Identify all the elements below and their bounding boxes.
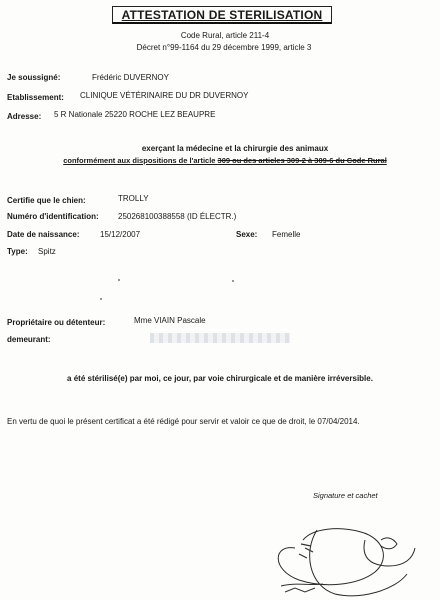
scan-speck [118, 279, 120, 281]
conforme-prefix: conformément aux [63, 156, 131, 165]
reference-code-rural: Code Rural, article 211-4 [180, 31, 270, 40]
exercant-line: exerçant la médecine et la chirurgie des animaux [141, 144, 329, 153]
scan-speck [100, 298, 102, 300]
chien-label: Certifie que le chien: [7, 196, 86, 205]
certification-statement: En vertu de quoi le présent certificat a été rédigé pour servir et valoir ce que de droit, le 07/04/2014. [7, 417, 360, 426]
demeurant-label: demeurant: [7, 335, 51, 344]
scan-speck [232, 280, 234, 282]
type-value: Spitz [38, 247, 56, 256]
adresse-label: Adresse: [7, 112, 42, 121]
sterilisation-statement: a été stérilisé(e) par moi, ce jour, par voie chirurgicale et de manière irréversible. [67, 374, 373, 383]
etablissement-value: CLINIQUE VÉTÉRINAIRE DU DR DUVERNOY [80, 91, 249, 100]
signature-label: Signature et cachet [313, 491, 378, 500]
title-box [112, 6, 332, 24]
naissance-value: 15/12/2007 [100, 230, 141, 239]
identification-value: 250268100388558 (ID ÉLECTR.) [118, 212, 237, 221]
signature-stamp-scribble [265, 500, 425, 600]
conforme-line [30, 156, 420, 165]
identification-label: Numéro d'identification: [7, 212, 99, 221]
conforme-struck-articles: 309 ou des articles 309-2 à 309-6 du Code Rural [217, 156, 387, 165]
reference-decret: Décret n°99-1164 du 29 décembre 1999, article 3 [136, 43, 312, 52]
conforme-middle: dispositions de l'article [130, 156, 218, 165]
adresse-value: 5 R Nationale 25220 ROCHE LEZ BEAUPRE [54, 110, 216, 119]
naissance-label: Date de naissance: [7, 230, 80, 239]
etablissement-label: Etablissement: [7, 93, 64, 102]
proprietaire-label: Propriétaire ou détenteur: [7, 318, 106, 327]
type-label: Type: [7, 247, 28, 256]
sexe-label: Sexe: [236, 230, 258, 239]
soussigne-value: Frédéric DUVERNOY [92, 73, 169, 82]
sexe-value: Femelle [272, 230, 301, 239]
demeurant-redacted [150, 333, 290, 343]
document-title: ATTESTATION DE STERILISATION [121, 7, 323, 22]
soussigne-label: Je soussigné: [7, 73, 61, 82]
proprietaire-value: Mme VIAIN Pascale [134, 316, 206, 325]
chien-name: TROLLY [118, 194, 149, 203]
